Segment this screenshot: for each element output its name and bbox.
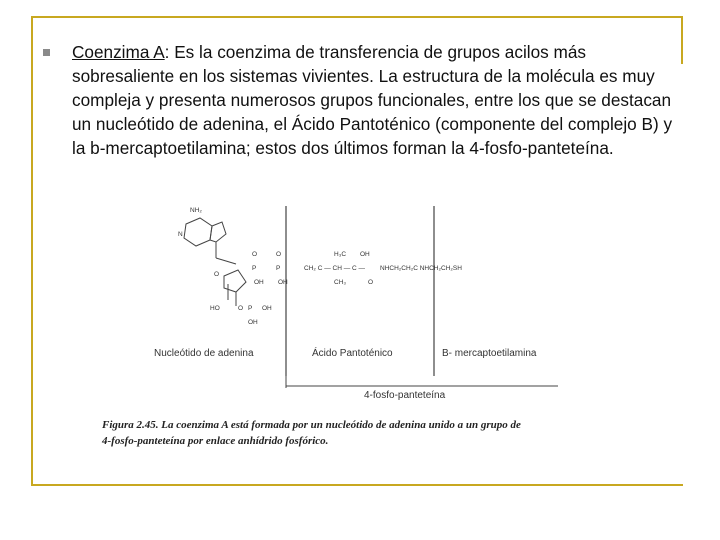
label-nucleotide: Nucleótido de adenina (154, 348, 254, 359)
structure-diagram (98, 196, 618, 456)
h3c-label: H₃C (334, 251, 347, 258)
o-label-3: O (238, 305, 244, 312)
p-label-3: P (248, 305, 253, 312)
coenzyme-a-figure (98, 196, 618, 456)
oh-label-5: OH (360, 251, 370, 258)
o-label-4: O (368, 279, 374, 286)
oh-label-2: OH (278, 279, 288, 286)
caption-line-2: 4-fosfo-panteteína por enlace anhídrido fosfórico. (102, 435, 329, 447)
p-label-2: P (276, 265, 281, 272)
adenine-ring-icon (184, 218, 246, 306)
oh-label-4: OH (248, 319, 258, 326)
p-label-1: P (252, 265, 257, 272)
o-label-1: O (252, 251, 258, 258)
o-label-ring: O (214, 271, 220, 278)
label-mercapto: B- mercaptoetilamina (442, 348, 537, 359)
nh2-label: NH₂ (190, 207, 202, 214)
caption-line-1: Figura 2.45. La coenzima A está formada por un nucleótido de adenina unido a un grupo de (102, 419, 521, 431)
term-coenzima-a: Coenzima A (72, 42, 165, 62)
label-phosphopantetheine: 4-fosfo-panteteína (364, 390, 446, 401)
chain-left-label: CH₂ C — CH — C — (304, 265, 366, 272)
o-label-2: O (276, 251, 282, 258)
oh-label-1: OH (254, 279, 264, 286)
label-pantothenic: Ácido Pantoténico (312, 348, 393, 359)
body-paragraph (72, 40, 682, 160)
paragraph-text: : Es la coenzima de transferencia de grupos acilos más sobresaliente en los sistemas vivientes. La estructura de la molécula es muy compleja y presenta numerosos grupos funcionales, entre los que se destacan un nucleótido de adenina, el Ácido Pantoténico (componente del complejo B) y la b-mercaptoetilamina; estos dos últimos forman la 4-fosfo-panteteína. (72, 42, 673, 158)
n-label: N (178, 231, 183, 238)
ho-label: HO (210, 305, 220, 312)
frame-top-line (31, 16, 683, 18)
oh-label-3: OH (262, 305, 272, 312)
ch3-label: CH₃ (334, 279, 347, 286)
frame-bottom-line (31, 484, 683, 486)
bullet-square-icon (43, 49, 50, 56)
chain-right-label: NHCH₂CH₂C NHCH₂CH₂SH (380, 265, 462, 272)
frame-left-line (31, 16, 33, 486)
